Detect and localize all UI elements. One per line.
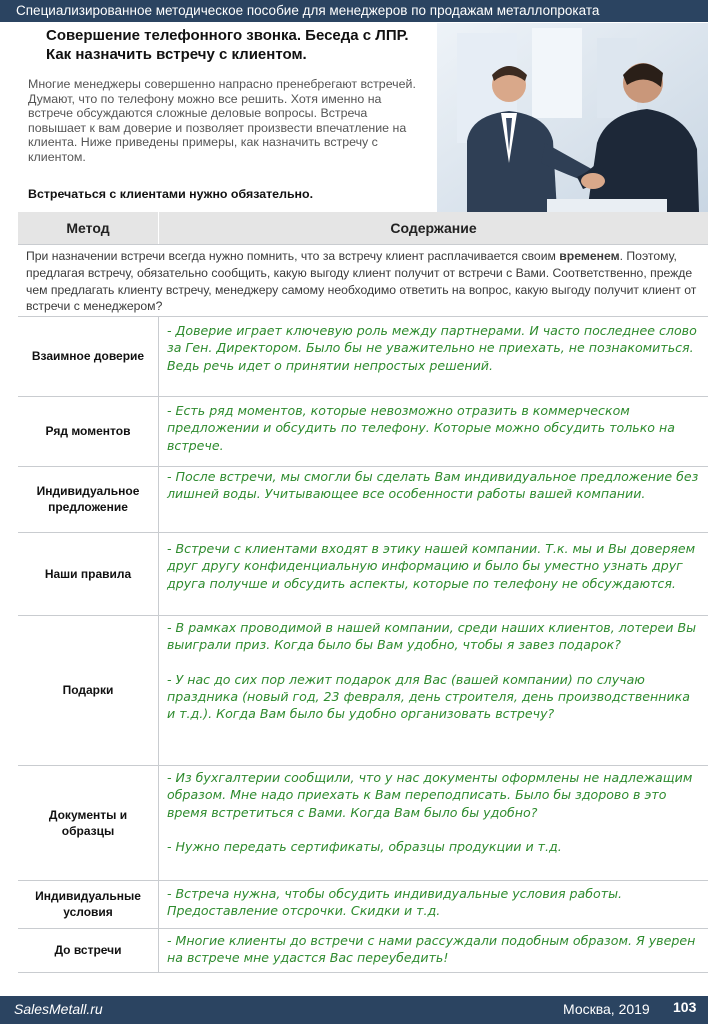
page-number: 103 [673,999,697,1015]
column-divider [158,316,159,972]
section-title: Совершение телефонного звонка. Беседа с ЛПР. Как назначить встречу с клиентом. [46,27,409,63]
content-text: - После встречи, мы смогли бы сделать Вам индивидуальное предложение без лишней воды. Учитывающее все особенности работы вашей компании. [167,469,699,502]
content-text: - У нас до сих пор лежит подарок для Вас (вашей компании) по случаю праздника (новый год, 23 февраля, день строителя, день производственника и т.д.). Когда Вам было бы удобно организовать встречу? [167,671,690,722]
table-intro-note [26,248,702,315]
intro-emphasis: Встречаться с клиентами нужно обязательно. [28,187,314,201]
handshake-photo [437,23,708,212]
intro-note-text: При назначении встречи всегда нужно помнить, что за встречу клиент расплачивается своим [26,249,560,263]
content-gifts [167,619,702,722]
method-before-meeting: До встречи [54,943,122,957]
method-moments: Ряд моментов [45,424,131,438]
intro-note-text-end: . Поэтому, предлагая встречу, обязательно сообщить, какую выгоду клиент получит от встречи с Вами. Соответственно, прежде чем предлагать клиенту встречу, менеджеру самому необходимо ответить на вопрос, какую выгоду получит клиент от встречи с менеджером? [26,249,697,314]
divider [18,244,708,245]
content-text: - Встреча нужна, чтобы обсудить индивидуальные условия работы. Предоставление отсрочки. Скидки и т.д. [167,886,623,919]
method-gifts: Подарки [62,683,114,697]
methods-table [18,212,708,972]
method-individual-offer: Индивидуальное предложение [36,484,140,514]
content-text: - Нужно передать сертификаты, образцы продукции и т.д. [167,838,562,854]
method-trust: Взаимное доверие [31,349,145,363]
content-text: - Встречи с клиентами входят в этику нашей компании. Т.к. мы и Вы доверяем друг другу конфиденциальную информацию и было бы уместно узнать друг друга получше и обсудить аспекты, которые по телефону не обсуждаются. [167,541,696,591]
intro-paragraph: Многие менеджеры совершенно напрасно пренебрегают встречей. Думают, что по телефону можно все решить. Хотя именно на встрече обсуждаются сложные деловые вопросы. Встреча повышает к вам доверие и позволяет произвести впечатление на клиента. Ниже приведены примеры, как назначить встречу с клиентом. [28,77,416,164]
content-column-header: Содержание [159,212,708,244]
document-banner: Специализированное методическое пособие для менеджеров по продажам металлопроката [0,0,708,22]
divider [18,972,708,973]
method-individual-terms: Индивидуальные условия [35,889,141,919]
content-our-rules [167,540,702,592]
footer-place-year: Москва, 2019 [563,1001,650,1017]
content-text: - Многие клиенты до встречи с нами рассуждали подобным образом. Я уверен на встрече мне удастся Вас переубедить! [167,933,696,966]
intro-section [20,22,438,212]
method-documents: Документы и образцы [48,807,128,838]
content-individual-offer [167,468,702,503]
handshake-illustration [437,23,708,212]
content-trust [167,322,702,374]
footer-site: SalesMetall.ru [14,1001,103,1017]
content-text: - Из бухгалтерии сообщили, что у нас документы оформлены не надлежащим образом. Мне надо приехать к Вам переподписать. Было бы здорово в это время встретиться с Вами. Когда Вам было бы удобно? [167,770,693,820]
content-moments [167,402,702,454]
content-text: - Есть ряд моментов, которые невозможно отразить в коммерческом предложении и обсудить по телефону. Которые можно обсудить только на встрече. [167,403,675,453]
page-footer [0,996,708,1024]
method-column-header: Метод [18,212,158,244]
content-text: - Доверие играет ключевую роль между партнерами. И часто последнее слово за Ген. Директором. Было бы не уважительно не приехать, не познакомиться. Ведь речь идет о принятии непростых решений. [167,323,697,373]
intro-note-bold: временем [559,249,620,263]
content-text: - В рамках проводимой в нашей компании, среди наших клиентов, лотереи Вы выиграли приз. Когда было бы Вам удобно, чтобы я завез подарок? [167,620,697,653]
method-our-rules: Наши правила [44,566,132,581]
content-documents [167,769,702,855]
content-individual-terms [167,885,702,920]
content-before-meeting [167,932,702,967]
